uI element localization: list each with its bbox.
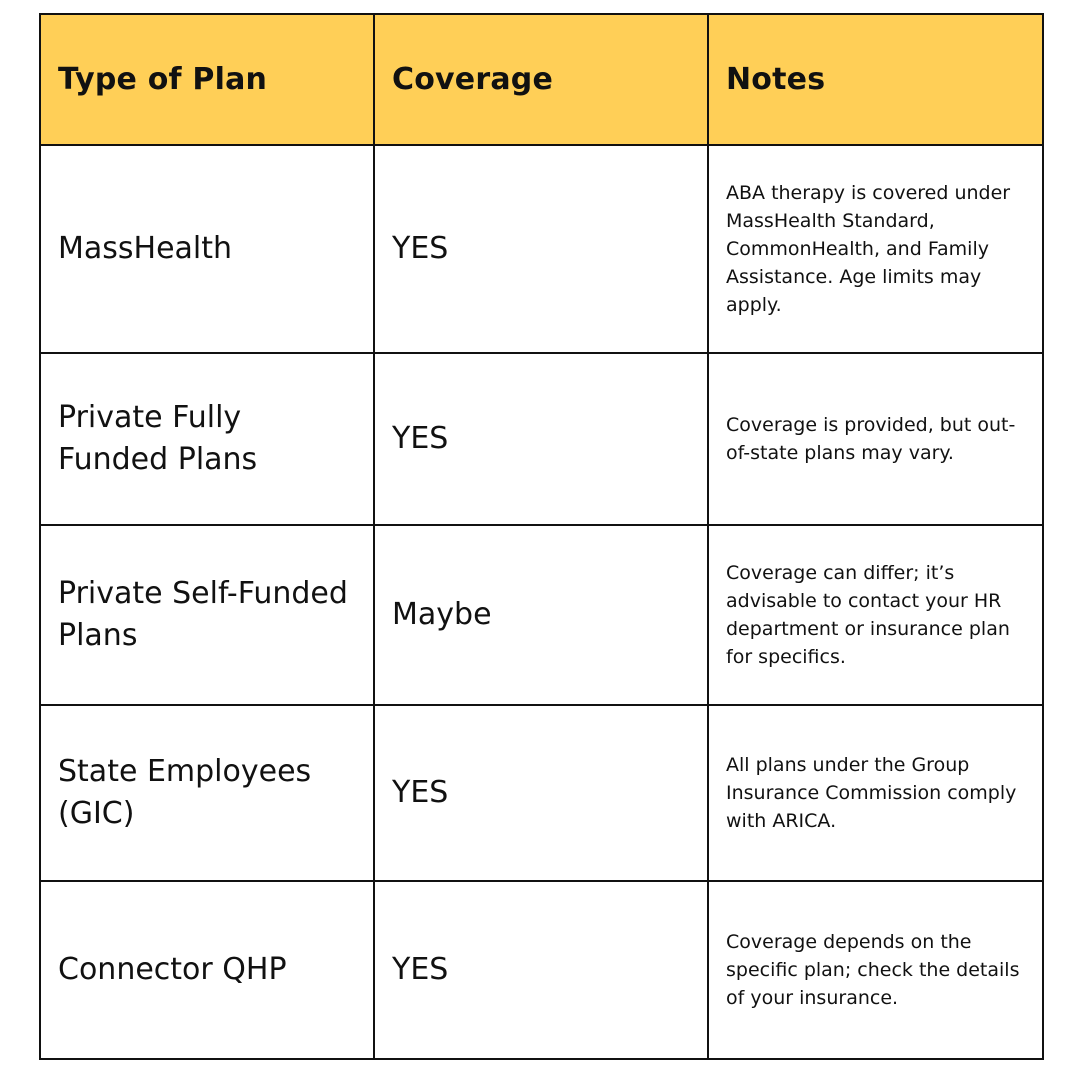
header-notes: Notes — [708, 14, 1043, 145]
header-coverage: Coverage — [374, 14, 708, 145]
coverage-cell: YES — [374, 881, 708, 1059]
notes-cell: Coverage depends on the specific plan; check the details of your insurance. — [708, 881, 1043, 1059]
insurance-coverage-table — [39, 13, 1044, 1060]
table-row — [40, 705, 1043, 881]
coverage-cell: Maybe — [374, 525, 708, 705]
coverage-cell: YES — [374, 353, 708, 525]
table-row — [40, 353, 1043, 525]
notes-cell: All plans under the Group Insurance Commission comply with ARICA. — [708, 705, 1043, 881]
coverage-cell: YES — [374, 145, 708, 353]
table-row — [40, 881, 1043, 1059]
plan-cell: Connector QHP — [40, 881, 374, 1059]
plan-cell: Private Self-Funded Plans — [40, 525, 374, 705]
notes-cell: Coverage is provided, but out-of-state plans may vary. — [708, 353, 1043, 525]
plan-cell: State Employees (GIC) — [40, 705, 374, 881]
coverage-cell: YES — [374, 705, 708, 881]
header-type-of-plan: Type of Plan — [40, 14, 374, 145]
plan-cell: Private Fully Funded Plans — [40, 353, 374, 525]
plan-cell: MassHealth — [40, 145, 374, 353]
notes-cell: Coverage can differ; it’s advisable to contact your HR department or insurance plan for specifics. — [708, 525, 1043, 705]
table-header-row — [40, 14, 1043, 145]
notes-cell: ABA therapy is covered under MassHealth Standard, CommonHealth, and Family Assistance. Age limits may apply. — [708, 145, 1043, 353]
table-row — [40, 145, 1043, 353]
table-row — [40, 525, 1043, 705]
